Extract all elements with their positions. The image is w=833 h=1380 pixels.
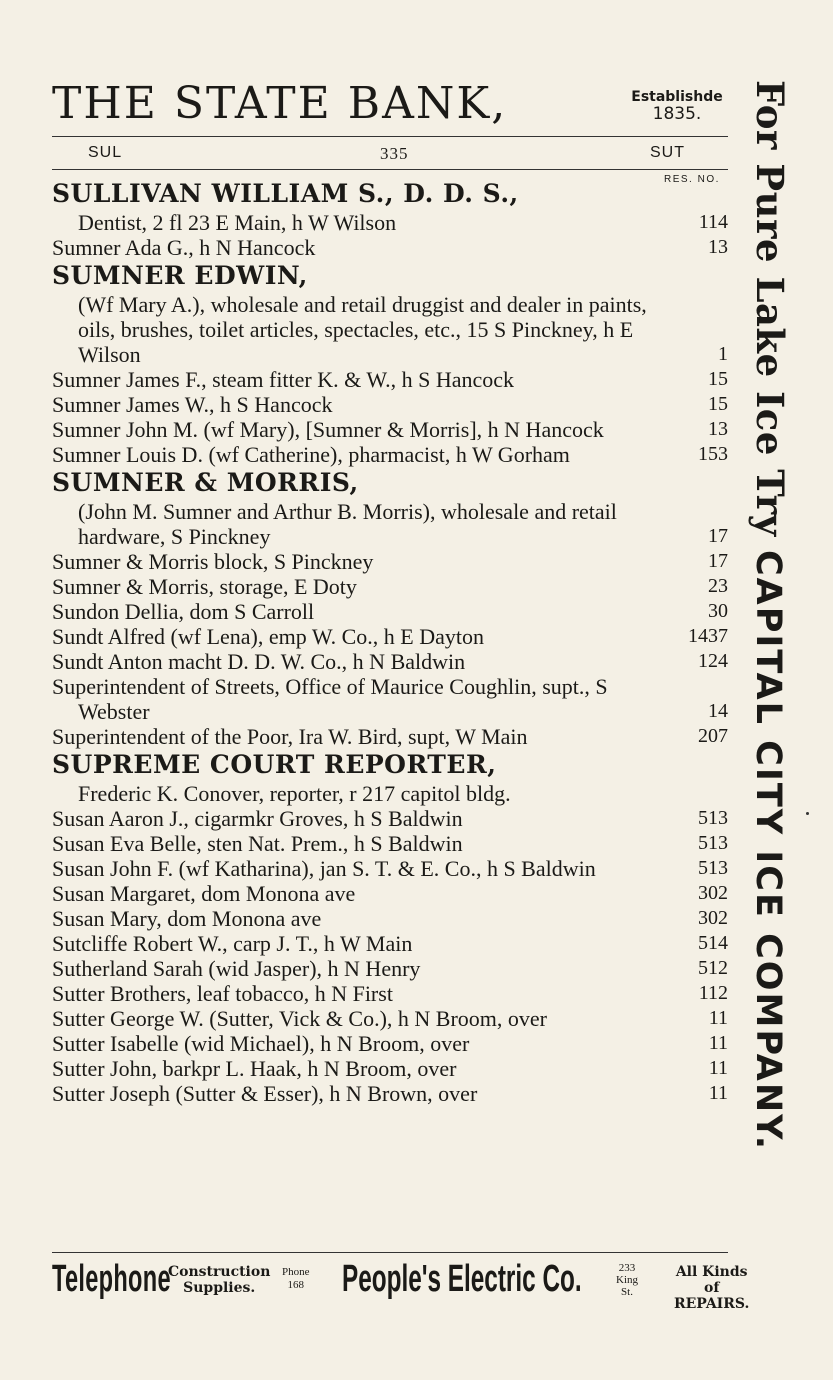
residence-number: 15 <box>708 368 728 390</box>
residence-number: 1437 <box>688 625 728 647</box>
footer-company: People's Electric Co. <box>342 1258 582 1300</box>
directory-entry <box>52 956 728 981</box>
footer-telephone: Telephone <box>52 1258 171 1300</box>
footer-construction: Construction <box>168 1264 271 1280</box>
res-no-label: RES. NO. <box>664 174 720 185</box>
residence-number: 302 <box>698 882 728 904</box>
entry-text: Sumner John M. (wf Mary), [Sumner & Morris], h N Hancock <box>52 417 604 442</box>
entry-text: (Wf Mary A.), wholesale and retail druggist and dealer in paints, oils, brushes, toilet articles, spectacles, etc., 15 S Pinckney, h E Wilson <box>78 292 647 367</box>
footer-all-kinds: All Kinds of <box>675 1264 748 1296</box>
left-guide-word: SUL <box>88 144 123 161</box>
directory-entry <box>52 649 728 674</box>
entry-text: Frederic K. Conover, reporter, r 217 capitol bldg. <box>78 781 511 806</box>
directory-entry <box>52 1006 728 1031</box>
entry-text: Susan Mary, dom Monona ave <box>52 906 322 931</box>
entry-text: Sutter John, barkpr L. Haak, h N Broom, over <box>52 1056 457 1081</box>
directory-entry <box>52 210 728 235</box>
footer-phone <box>282 1266 310 1292</box>
entry-text: Sutherland Sarah (wid Jasper), h N Henry <box>52 956 421 981</box>
entry-text: SUMNER EDWIN, <box>52 261 308 290</box>
entry-text: SULLIVAN WILLIAM S., D. D. S., <box>52 179 519 208</box>
entry-text: Sumner & Morris block, S Pinckney <box>52 549 374 574</box>
side-ad-company: CAPITAL CITY ICE COMPANY. <box>748 549 788 1151</box>
residence-number: 513 <box>698 807 728 829</box>
directory-entry <box>52 499 728 549</box>
residence-number: 17 <box>708 525 728 547</box>
footer-repairs-label: REPAIRS. <box>674 1296 750 1312</box>
residence-number: 13 <box>708 418 728 440</box>
entry-text: Sutcliffe Robert W., carp J. T., h W Main <box>52 931 413 956</box>
entry-heading <box>52 178 728 210</box>
bank-title: THE STATE BANK, <box>52 78 508 129</box>
side-advertisement <box>740 80 802 1330</box>
directory-entry <box>52 674 728 724</box>
entry-text: Susan John F. (wf Katharina), jan S. T. & E. Co., h S Baldwin <box>52 856 596 881</box>
page-number: 335 <box>380 144 409 163</box>
entry-text: Susan Eva Belle, sten Nat. Prem., h S Baldwin <box>52 831 463 856</box>
established-label: Establishde <box>631 89 723 105</box>
entry-text: Sutter Brothers, leaf tobacco, h N First <box>52 981 393 1006</box>
directory-entry <box>52 831 728 856</box>
residence-number: 11 <box>708 1082 728 1104</box>
residence-number: 207 <box>698 725 728 747</box>
residence-number: 112 <box>698 982 728 1004</box>
header-underline <box>52 169 728 170</box>
residence-number: 302 <box>698 907 728 929</box>
directory-entry <box>52 599 728 624</box>
entry-heading <box>52 749 728 781</box>
entry-text: Susan Margaret, dom Monona ave <box>52 881 356 906</box>
directory-entry <box>52 856 728 881</box>
residence-number: 514 <box>698 932 728 954</box>
directory-entry <box>52 724 728 749</box>
footer-address-num: 233 <box>618 1262 636 1274</box>
directory-entry <box>52 549 728 574</box>
directory-entry <box>52 1056 728 1081</box>
right-guide-word: SUT <box>650 144 685 161</box>
residence-number: 124 <box>698 650 728 672</box>
residence-number: 513 <box>698 832 728 854</box>
footer-advertisement <box>52 1258 750 1312</box>
residence-number: 11 <box>708 1057 728 1079</box>
directory-entry <box>52 367 728 392</box>
header-rule <box>52 136 728 137</box>
footer-construction-supplies <box>168 1264 270 1296</box>
directory-entry <box>52 1081 728 1106</box>
directory-entry <box>52 931 728 956</box>
footer-phone-number: 168 <box>287 1279 304 1291</box>
entry-text: SUMNER & MORRIS, <box>52 468 359 497</box>
established-note <box>627 89 727 123</box>
entry-heading <box>52 467 728 499</box>
residence-number: 512 <box>698 957 728 979</box>
residence-number: 15 <box>708 393 728 415</box>
directory-entry <box>52 881 728 906</box>
directory-entry <box>52 981 728 1006</box>
residence-number: 17 <box>708 550 728 572</box>
footer-address-st: St. <box>621 1286 633 1298</box>
directory-entry <box>52 574 728 599</box>
footer-address-street: King <box>616 1274 638 1286</box>
entry-text: Sumner James W., h S Hancock <box>52 392 333 417</box>
margin-dot <box>806 812 809 815</box>
footer-supplies: Supplies. <box>183 1280 256 1296</box>
directory-entry <box>52 806 728 831</box>
entry-text: Sumner & Morris, storage, E Doty <box>52 574 357 599</box>
entry-text: Sutter George W. (Sutter, Vick & Co.), h N Broom, over <box>52 1006 547 1031</box>
directory-entry <box>52 781 728 806</box>
entry-text: Sundon Dellia, dom S Carroll <box>52 599 315 624</box>
residence-number: 23 <box>708 575 728 597</box>
residence-number: 13 <box>708 236 728 258</box>
directory-entries <box>52 178 728 1106</box>
established-year: 1835. <box>652 104 702 124</box>
entry-text: Dentist, 2 fl 23 E Main, h W Wilson <box>78 210 397 235</box>
residence-number: 1 <box>718 343 728 365</box>
residence-number: 513 <box>698 857 728 879</box>
residence-number: 11 <box>708 1032 728 1054</box>
entry-text: Sutter Joseph (Sutter & Esser), h N Brown, over <box>52 1081 478 1106</box>
residence-number: 153 <box>698 443 728 465</box>
entry-text: Susan Aaron J., cigarmkr Groves, h S Baldwin <box>52 806 463 831</box>
entry-text: (John M. Sumner and Arthur B. Morris), wholesale and retail hardware, S Pinckney <box>78 499 617 549</box>
entry-text: Superintendent of Streets, Office of Maurice Coughlin, supt., S Webster <box>52 674 608 724</box>
residence-number: 30 <box>708 600 728 622</box>
entry-text: Sumner James F., steam fitter K. & W., h S Hancock <box>52 367 515 392</box>
entry-heading <box>52 260 728 292</box>
entry-text: SUPREME COURT REPORTER, <box>52 750 497 779</box>
footer-rule <box>52 1252 728 1253</box>
directory-entry <box>52 1031 728 1056</box>
directory-entry <box>52 235 728 260</box>
directory-entry <box>52 392 728 417</box>
directory-entry <box>52 292 728 367</box>
side-ad-lead: For Pure Lake Ice Try <box>748 80 792 550</box>
entry-text: Sumner Ada G., h N Hancock <box>52 235 316 260</box>
residence-number: 114 <box>698 211 728 233</box>
entry-text: Sumner Louis D. (wf Catherine), pharmacist, h W Gorham <box>52 442 570 467</box>
directory-entry <box>52 442 728 467</box>
residence-number: 11 <box>708 1007 728 1029</box>
entry-text: Sundt Anton macht D. D. W. Co., h N Baldwin <box>52 649 466 674</box>
entry-text: Sundt Alfred (wf Lena), emp W. Co., h E Dayton <box>52 624 484 649</box>
entry-text: Sutter Isabelle (wid Michael), h N Broom, over <box>52 1031 470 1056</box>
footer-phone-label: Phone <box>282 1266 310 1278</box>
entry-text: Superintendent of the Poor, Ira W. Bird, supt, W Main <box>52 724 528 749</box>
directory-entry <box>52 906 728 931</box>
residence-number: 14 <box>708 700 728 722</box>
directory-entry <box>52 417 728 442</box>
footer-address <box>616 1262 638 1298</box>
directory-entry <box>52 624 728 649</box>
footer-repairs <box>674 1264 749 1312</box>
